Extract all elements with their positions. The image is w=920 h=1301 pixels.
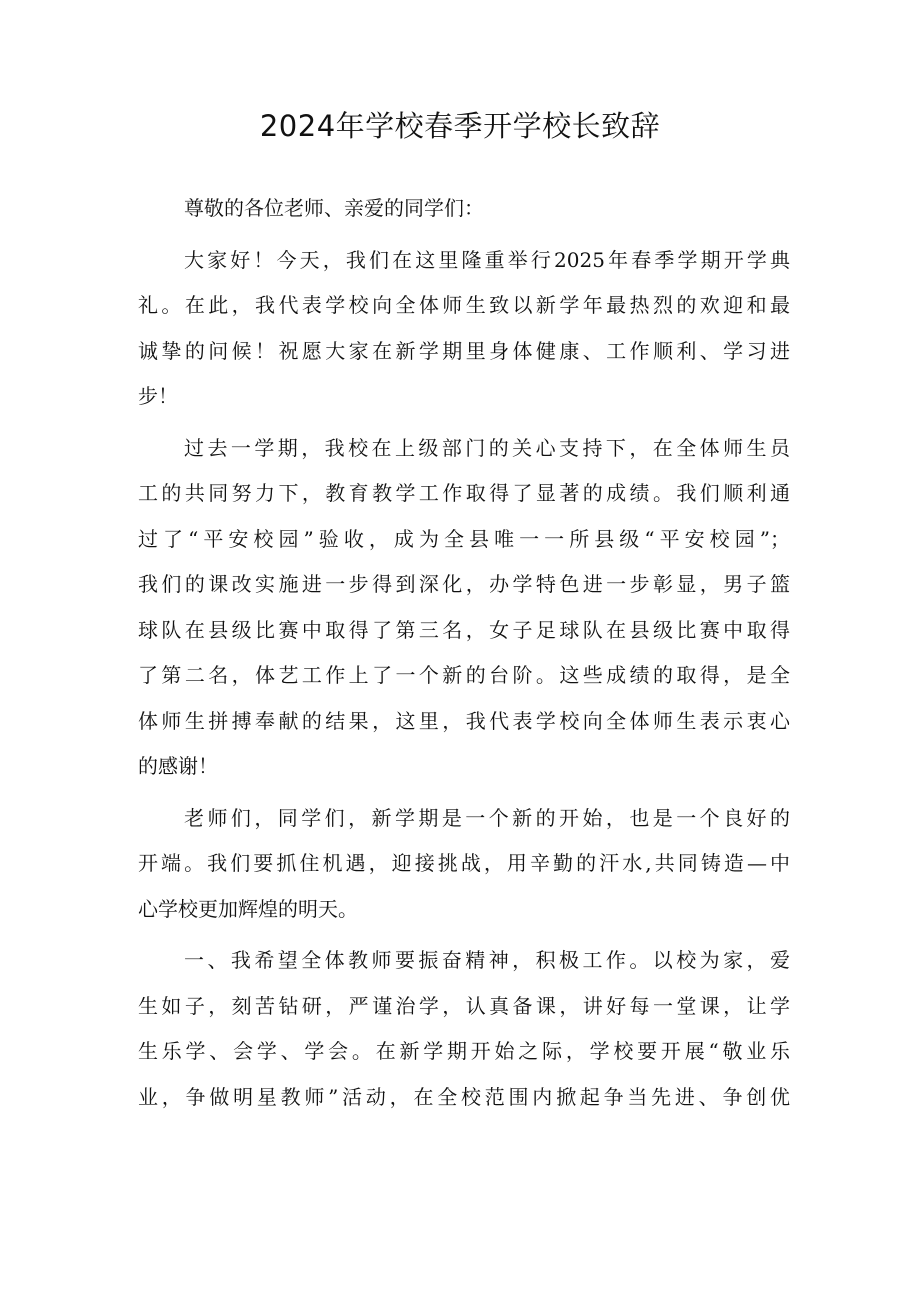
- paragraph-line: 开端。我们要抓住机遇，迎接挑战，用辛勤的汗水,共同铸造—中: [138, 851, 790, 875]
- paragraph-line: 一、我希望全体教师要振奋精神，积极工作。以校为家，爱: [184, 948, 790, 972]
- paragraph-line: 诚挚的问候！祝愿大家在新学期里身体健康、工作顺利、学习进: [138, 338, 790, 363]
- document-title: 2024年学校春季开学校长致辞: [259, 109, 661, 143]
- paragraph-line: 步！: [138, 384, 178, 408]
- paragraph-line: 老师们，同学们，新学期是一个新的开始，也是一个良好的: [184, 805, 790, 830]
- paragraph-line: 过去一学期，我校在上级部门的关心支持下，在全体师生员: [184, 435, 790, 460]
- paragraph-line: 体师生拼搏奉献的结果，这里，我代表学校向全体师生表示衷心: [138, 708, 790, 733]
- paragraph-line: 球队在县级比赛中取得了第三名，女子足球队在县级比赛中取得: [138, 617, 790, 642]
- paragraph-line: 生如子，刻苦钻研，严谨治学，认真备课，讲好每一堂课，让学: [138, 993, 790, 1018]
- salutation-line: 尊敬的各位老师、亲爱的同学们：: [184, 196, 484, 220]
- paragraph-line: 了第二名，体艺工作上了一个新的台阶。这些成绩的取得，是全: [138, 663, 790, 687]
- paragraph-line: 业，争做明星教师”活动，在全校范围内掀起争当先进、争创优: [138, 1084, 790, 1109]
- paragraph-line: 工的共同努力下，教育教学工作取得了显著的成绩。我们顺利通: [138, 481, 790, 505]
- paragraph-line: 大家好！今天，我们在这里隆重举行2025年春季学期开学典: [184, 247, 790, 272]
- paragraph-line: 的感谢！: [138, 754, 218, 778]
- paragraph-line: 礼。在此，我代表学校向全体师生致以新学年最热烈的欢迎和最: [138, 293, 790, 317]
- paragraph-line: 生乐学、会学、学会。在新学期开始之际，学校要开展“敬业乐: [138, 1039, 790, 1063]
- paragraph-line: 心学校更加辉煌的明天。: [138, 896, 358, 921]
- paragraph-line: 我们的课改实施进一步得到深化，办学特色进一步彰显，男子篮: [138, 572, 790, 596]
- paragraph-line: 过了“平安校园”验收，成为全县唯一一所县级“平安校园”；: [138, 526, 790, 551]
- document-body: [138, 186, 790, 1120]
